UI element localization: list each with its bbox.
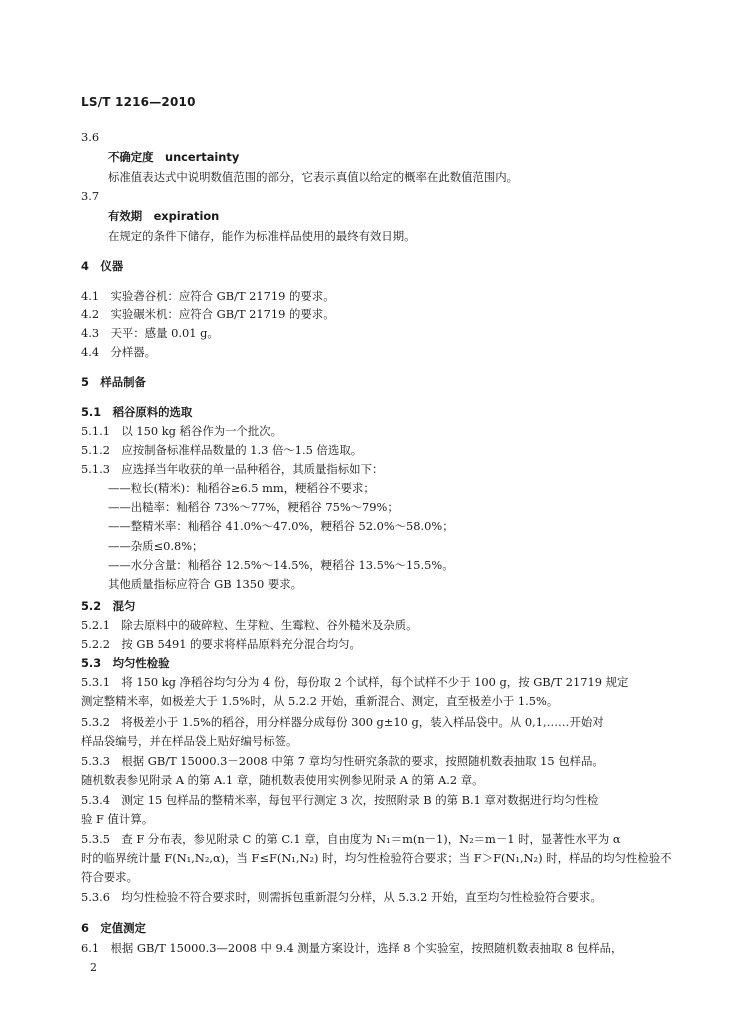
list-item: ——水分含量：籼稻谷 12.5%～14.5%，粳稻谷 13.5%～15.5%。	[108, 558, 454, 572]
clause-continuation: 样品袋编号，并在样品袋上贴好编号标签。	[81, 734, 298, 748]
clause: 5.3.4 测定 15 包样品的整精米率，每包平行测定 3 次，按照附录 B 的第 B.1 章对数据进行均匀性检	[81, 793, 599, 807]
clause: 6.1 根据 GB/T 15000.3—2008 中 9.4 测量方案设计，选择 8 个实验室，按照随机数表抽取 8 包样品，	[81, 941, 623, 955]
clause: 5.1.2 应按制备标准样品数量的 1.3 倍～1.5 倍选取。	[81, 443, 363, 457]
subsection-heading: 5.1 稻谷原料的选取	[81, 405, 193, 419]
clause-number: 3.7	[81, 189, 100, 203]
clause: 5.3.1 将 150 kg 净稻谷均匀分为 4 份，每份取 2 个试样，每个试样不少于 100 g，按 GB/T 21719 规定	[81, 675, 629, 689]
clause: 5.3.3 根据 GB/T 15000.3－2008 中第 7 章均匀性研究条款的要求，按照随机数表抽取 15 包样品。	[81, 754, 604, 768]
section-heading: 5 样品制备	[81, 375, 146, 389]
list-item: ——出糙率：籼稻谷 73%～77%，粳稻谷 75%～79%；	[108, 500, 399, 514]
term-definition: 标准值表达式中说明数值范围的部分，它表示真值以给定的概率在此数值范围内。	[108, 170, 519, 184]
term-heading: 有效期 expiration	[108, 209, 220, 223]
clause: 5.1.1 以 150 kg 稻谷作为一个批次。	[81, 424, 283, 438]
clause: 5.2.2 按 GB 5491 的要求将样品原料充分混合均匀。	[81, 637, 361, 651]
term-definition: 在规定的条件下储存，能作为标准样品使用的最终有效日期。	[108, 229, 416, 243]
clause: 5.3.5 查 F 分布表，参见附录 C 的第 C.1 章，自由度为 N₁＝m(n－1)，N₂＝m－1 时，显著性水平为 α	[81, 832, 621, 846]
section-heading: 4 仪器	[81, 259, 124, 273]
clause-continuation: 时的临界统计量 F(N₁,N₂,α)，当 F≤F(N₁,N₂) 时，均匀性检验符合要求；当 F＞F(N₁,N₂) 时，样品的均匀性检验不	[81, 851, 672, 865]
clause-continuation: 测定整精米率，如极差大于 1.5%时，从 5.2.2 开始，重新混合、测定，直至极差小于 1.5%。	[81, 694, 559, 708]
list-item: ——整精米率：籼稻谷 41.0%～47.0%，粳稻谷 52.0%～58.0%；	[108, 519, 454, 533]
list-item: ——杂质≤0.8%；	[108, 539, 204, 553]
clause: 4.1 实验砻谷机：应符合 GB/T 21719 的要求。	[81, 289, 335, 303]
clause: 4.3 天平：感量 0.01 g。	[81, 326, 219, 340]
clause-continuation: 随机数表参见附录 A 的第 A.1 章，随机数表使用实例参见附录 A 的第 A.2 章。	[81, 773, 484, 787]
term-heading: 不确定度 uncertainty	[108, 150, 240, 164]
clause: 5.3.6 均匀性检验不符合要求时，则需拆包重新混匀分样，从 5.3.2 开始，直至均匀性检验符合要求。	[81, 890, 602, 904]
clause-number: 3.6	[81, 130, 100, 144]
page-number: 2	[90, 961, 97, 974]
clause-continuation: 验 F 值计算。	[81, 812, 154, 826]
list-item: ——粒长(精米)：籼稻谷≥6.5 mm，粳稻谷不要求；	[108, 481, 375, 495]
clause: 4.4 分样器。	[81, 345, 157, 359]
section-heading: 6 定值测定	[81, 921, 146, 935]
clause: 4.2 实验碾米机：应符合 GB/T 21719 的要求。	[81, 307, 335, 321]
subsection-heading: 5.2 混匀	[81, 599, 136, 613]
clause: 5.3.2 将极差小于 1.5%的稻谷，用分样器分成每份 300 g±10 g，装入样品袋中。从 0,1,……开始对	[81, 715, 604, 729]
clause: 5.1.3 应选择当年收获的单一品种稻谷，其质量指标如下：	[81, 462, 384, 476]
clause: 5.2.1 除去原料中的破碎粒、生芽粒、生霉粒、谷外糙米及杂质。	[81, 618, 418, 632]
clause-continuation: 符合要求。	[81, 870, 138, 884]
list-note: 其他质量指标应符合 GB 1350 要求。	[108, 577, 303, 591]
subsection-heading: 5.3 均匀性检验	[81, 656, 170, 670]
standard-header: LS/T 1216—2010	[81, 95, 196, 109]
